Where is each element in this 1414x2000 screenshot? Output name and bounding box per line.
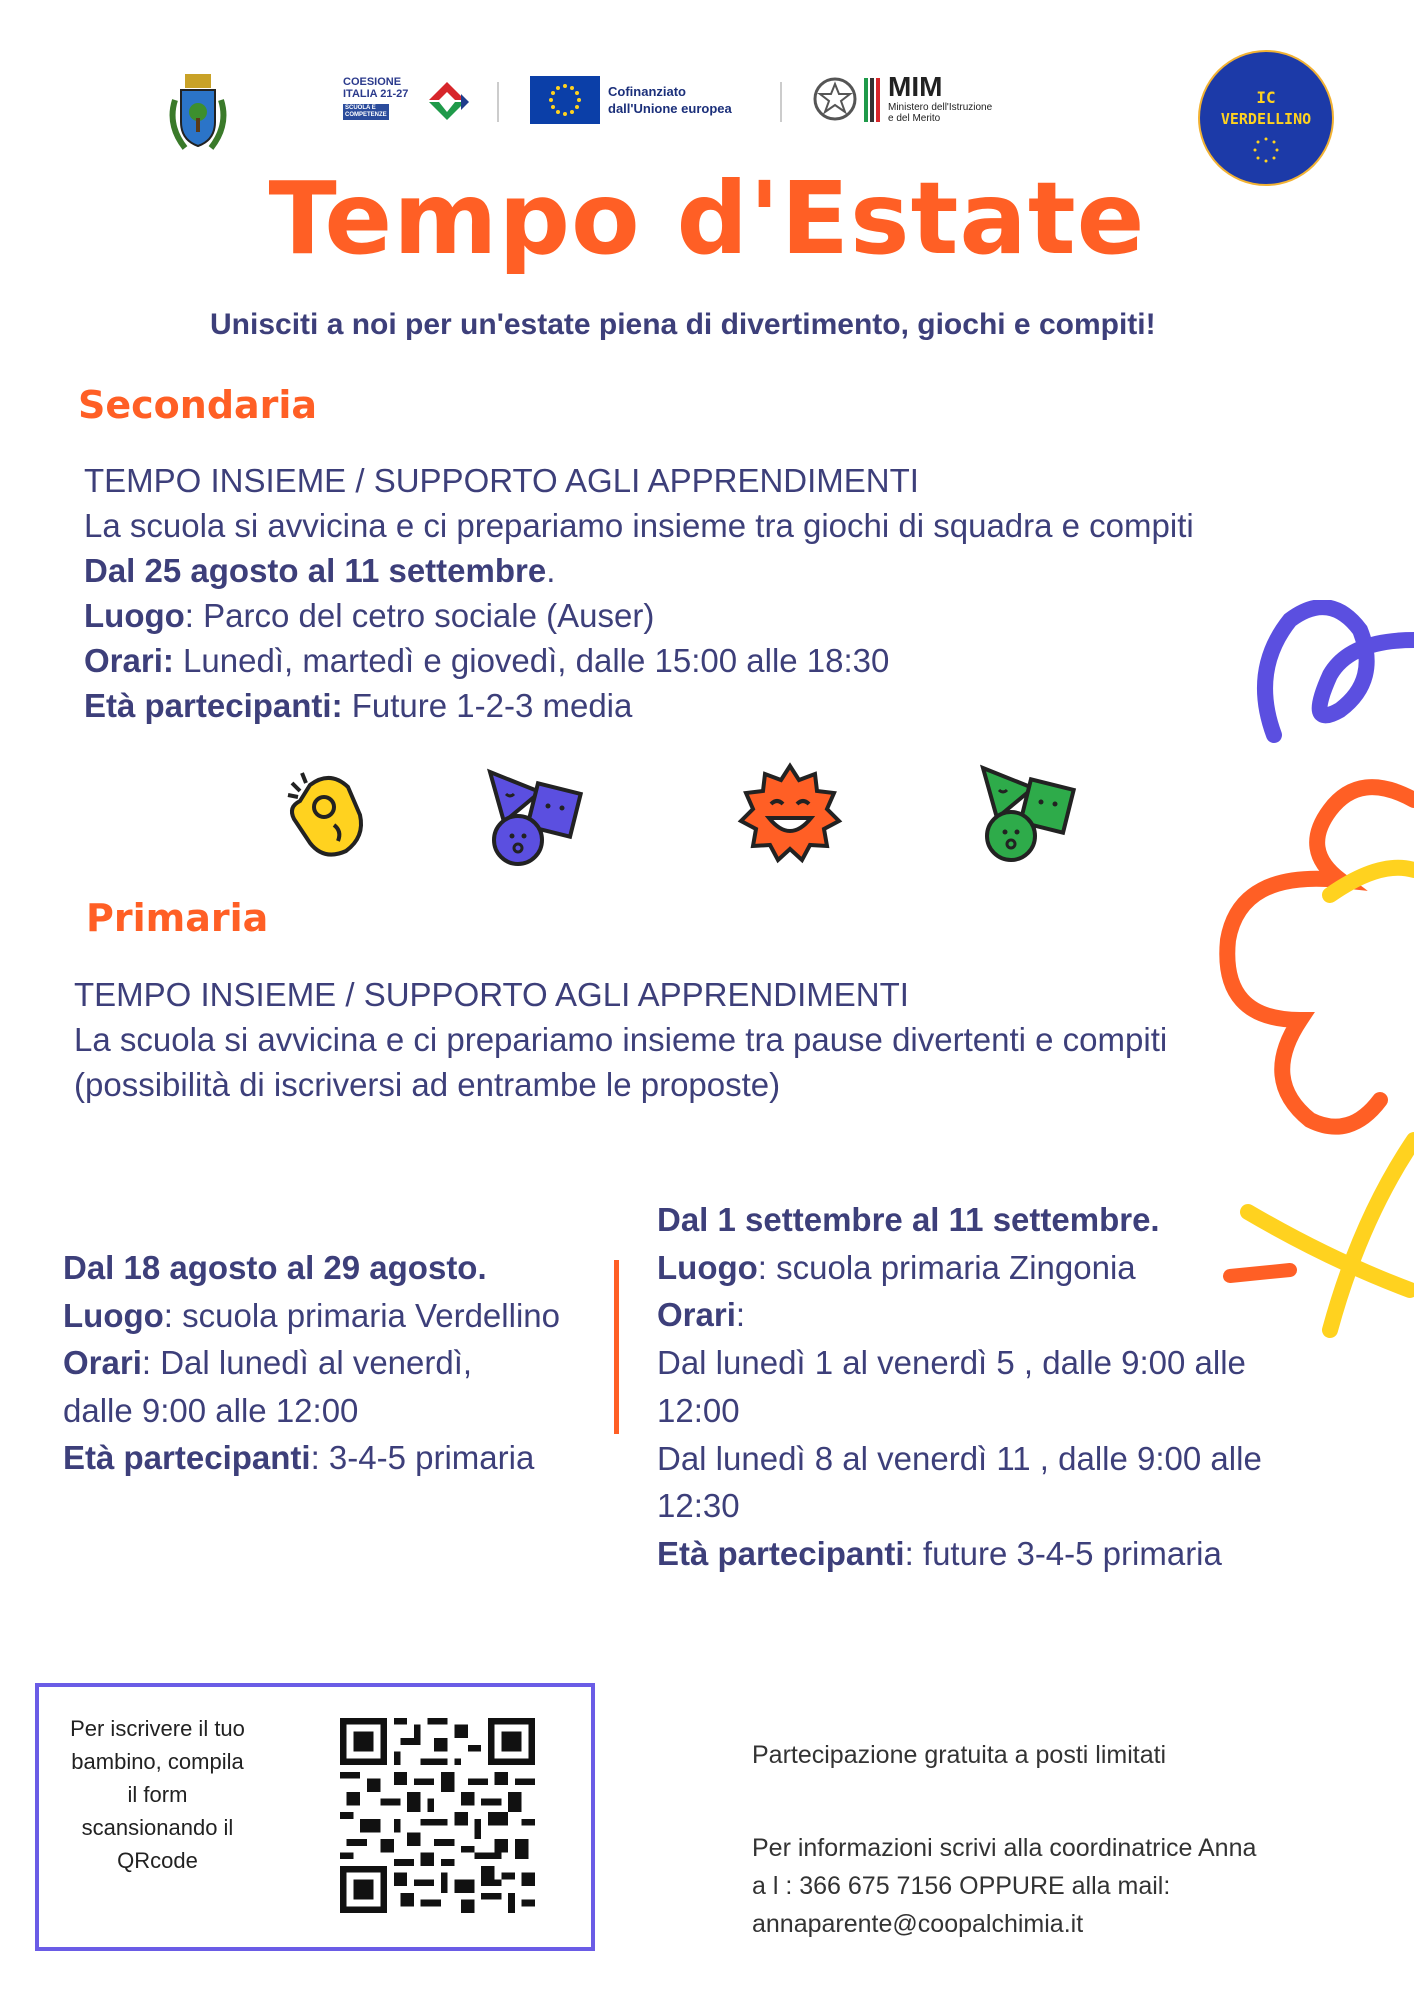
qr-caption-line: il form [127,1782,188,1807]
left-luogo [63,1292,560,1340]
secondaria-block [84,458,1194,728]
shapes-faces-blue-icon [482,762,592,872]
label: Orari [63,1344,142,1381]
coesione-text: SCUOLA E [345,105,376,111]
ok-hand-icon [280,765,380,865]
secondaria-orari [84,638,1194,683]
page-title: Tempo d'Estate [268,160,1146,277]
label: Età partecipanti [63,1439,311,1476]
logo-divider [497,82,499,122]
section-heading-primaria: Primaria [86,896,269,940]
right-week2-end: 12:30 [657,1487,740,1525]
value: : [735,1296,746,1334]
primaria-line: La scuola si avvicina e ci prepariamo insieme tra pause divertenti e compiti [74,1021,1168,1058]
contact-line: a l : 366 675 7156 OPPURE alla mail: [752,1872,1171,1900]
qr-caption-line: bambino, compila [71,1749,244,1774]
primaria-line: TEMPO INSIEME / SUPPORTO AGLI APPRENDIMENTI [74,976,909,1013]
right-eta [657,1530,1262,1578]
label: Luogo [63,1296,164,1334]
coat-of-arms-icon [165,70,231,156]
value: : Parco del cetro sociale (Auser) [184,597,655,634]
dates-text: Dal 18 agosto al 29 agosto. [63,1249,487,1286]
left-orari-2: dalle 9:00 alle 12:00 [63,1391,359,1429]
coesione-logo-icon [425,78,471,122]
flag-stripe [864,78,868,122]
free-participation-note: Partecipazione gratuita a posti limitati [752,1741,1167,1769]
shapes-faces-green-icon [975,758,1085,868]
republic-emblem-icon [812,76,858,122]
coesione-text: COESIONE [343,76,402,88]
qr-caption-line: Per iscrivere il tuo [70,1716,245,1741]
section-heading-secondaria: Secondaria [78,383,318,427]
label: Luogo [657,1248,758,1286]
left-eta [63,1434,560,1482]
dates-text: Dal 25 agosto al 11 settembre [84,552,547,589]
flag-stripe [876,78,880,122]
right-week2: Dal lunedì 8 al venerdì 11 , dalle 9:00 alle [657,1439,1262,1477]
label: Età partecipanti [657,1534,905,1572]
right-week1: Dal lunedì 1 al venerdì 5 , dalle 9:00 alle [657,1344,1246,1382]
right-orari [657,1291,1262,1339]
value: : scuola primaria Verdellino [163,1296,560,1334]
secondaria-line: TEMPO INSIEME / SUPPORTO AGLI APPRENDIMENTI [84,462,919,499]
mim-text: Ministero dell'Istruzione [888,102,993,113]
mim-title: MIM [888,71,943,102]
primaria-block [74,972,1167,1107]
contact-line: Per informazioni scrivi alla coordinatrice Anna [752,1834,1257,1862]
value: : 3-4-5 primaria [310,1439,535,1476]
qr-caption-line: scansionando il [81,1815,234,1840]
label: Età partecipanti: [84,687,343,724]
column-divider [614,1260,619,1434]
eu-text [608,83,732,117]
qr-caption-line: QRcode [117,1848,198,1873]
contact-email-link[interactable]: annaparente@coopalchimia.it [752,1910,1084,1938]
flag-stripe [870,78,874,122]
sun-face-icon [735,760,845,870]
left-orari [63,1339,560,1387]
label: Orari [657,1296,736,1334]
coesione-text: COMPETENZE [345,112,387,118]
primaria-left-block [63,1244,560,1482]
secondaria-line: La scuola si avvicina e ci prepariamo insieme tra giochi di squadra e compiti [84,507,1194,544]
mim-text: e del Merito [888,113,941,124]
label: Luogo [84,597,185,634]
primaria-line: (possibilità di iscriversi ad entrambe le proposte) [74,1066,781,1103]
value: Future 1-2-3 media [342,687,633,724]
contact-info [752,1829,1256,1943]
left-dates [63,1244,560,1292]
label: Orari: [84,642,174,679]
right-luogo [657,1244,1262,1292]
coesione-logo [343,76,473,124]
eu-text-line: dall'Unione europea [608,101,732,116]
value: : future 3-4-5 primaria [904,1534,1222,1572]
eu-text-line: Cofinanziato [608,84,686,99]
dates-end: . [546,552,556,589]
page-subtitle: Unisciti a noi per un'estate piena di divertimento, giochi e compiti! [210,308,1156,341]
logo-divider [780,82,782,122]
secondaria-luogo [84,593,1194,638]
right-week1-end: 12:00 [657,1391,740,1429]
value: : scuola primaria Zingonia [757,1248,1136,1286]
right-dates [657,1196,1262,1244]
value: : Dal lunedì al venerdì, [141,1344,473,1381]
qr-caption [50,1712,265,1877]
ic-logo-text: IC [1256,88,1276,107]
coesione-text: ITALIA 21-27 [343,88,409,100]
dates-text: Dal 1 settembre al 11 settembre. [657,1201,1160,1238]
eu-flag-icon [530,76,600,124]
secondaria-dates [84,548,1194,593]
primaria-right-block [657,1196,1262,1578]
mim-logo [888,72,992,124]
value: Lunedì, martedì e giovedì, dalle 15:00 alle 18:30 [173,642,890,679]
secondaria-eta [84,683,1194,728]
qr-code-icon[interactable] [340,1718,535,1913]
ic-logo-text: VERDELLINO [1220,110,1312,128]
